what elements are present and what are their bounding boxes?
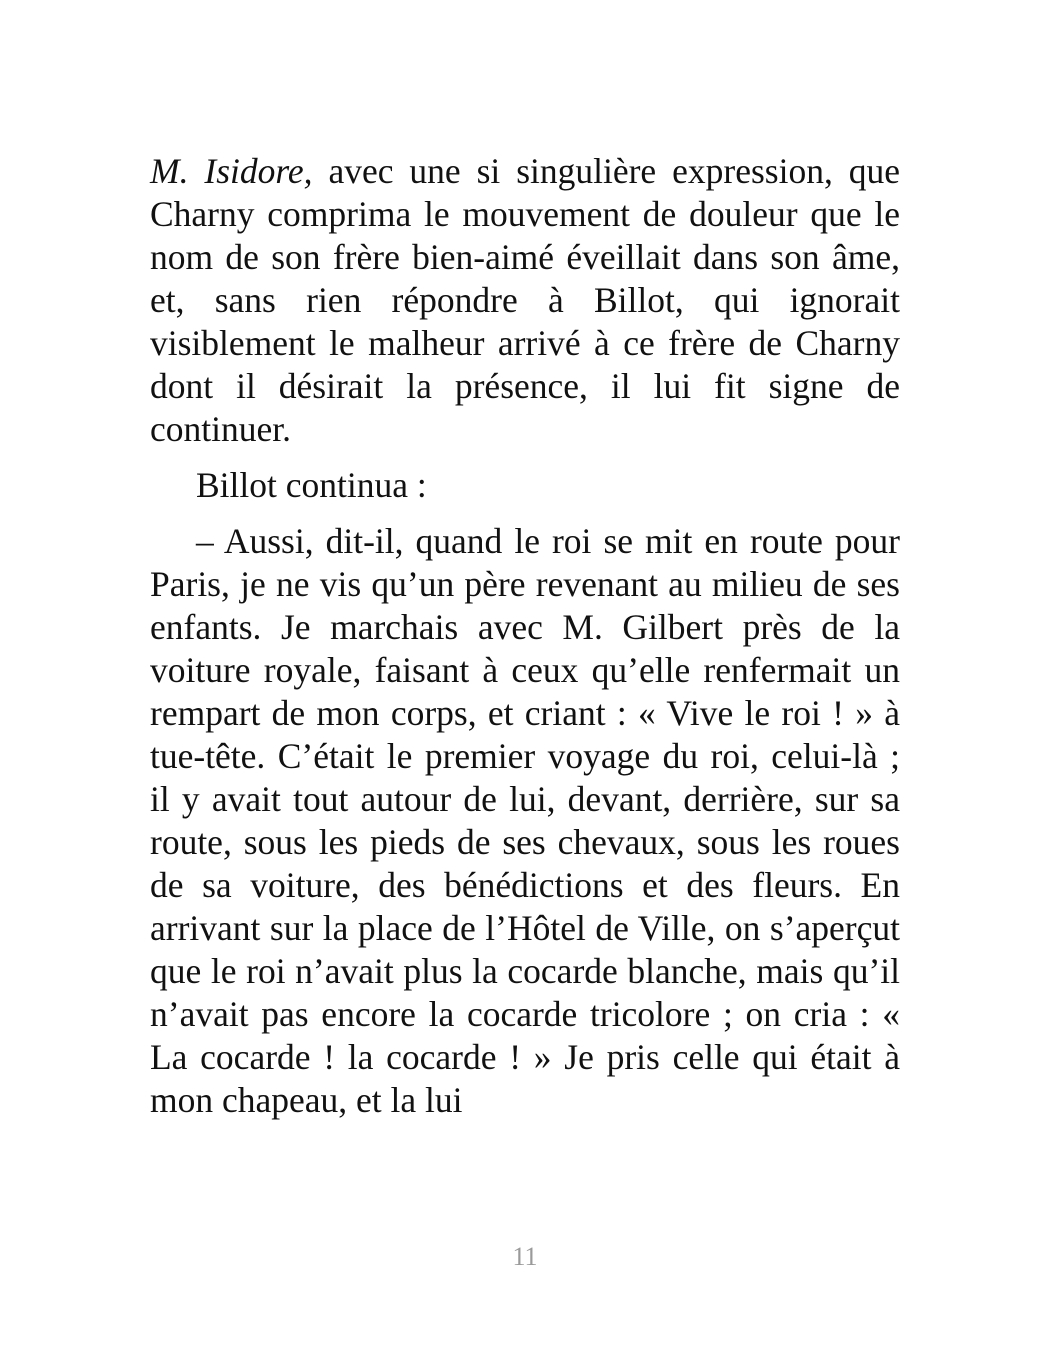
paragraph-1-text: avec une si singulière expression, que Charny comprima le mouvement de douleur que le nom de son frère bien-aimé éveillait dans son âme, et, sans rien répondre à Billot, qui ignorait visiblement le malheur arrivé à ce frère de Charny dont il désirait la présence, il lui fit signe de continuer. [150,151,901,449]
body-text [150,150,900,1122]
paragraph-2: Billot continua : [196,465,427,505]
paragraph-3: – Aussi, dit-il, quand le roi se mit en route pour Paris, je ne vis qu’un père revenant au milieu de ses enfants. Je marchais avec M. Gilbert près de la voiture royale, faisant à ceux qu’elle renfermait un rempart de mon corps, et criant : « Vive le roi ! » à tue-tête. C’était le premier voyage du roi, celui-là ; il y avait tout autour de lui, devant, derrière, sur sa route, sous les pieds de ses chevaux, sous les roues de sa voiture, des bénédictions et des fleurs. En arrivant sur la place de l’Hôtel de Ville, on s’aperçut que le roi n’avait plus la cocarde blanche, mais qu’il n’avait pas encore la cocarde tricolore ; on cria : « La cocarde ! la cocarde ! » Je pris celle qui était à mon chapeau, et la lui [150,521,900,1120]
page-number: 11 [512,1242,538,1271]
paragraph-1 [150,150,900,451]
italic-name: M. Isidore, [150,151,313,191]
